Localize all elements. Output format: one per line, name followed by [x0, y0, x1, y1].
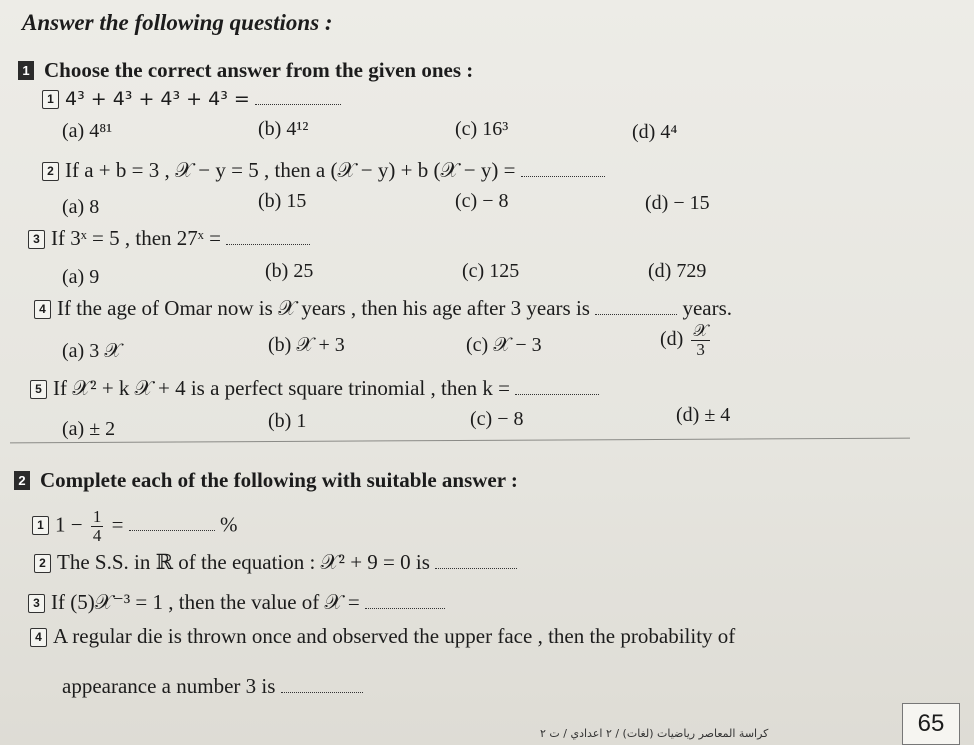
- s2-question-3: 3 If (5)𝒳⁻³ = 1 , then the value of 𝒳 =: [28, 590, 445, 615]
- answer-blank[interactable]: [595, 300, 677, 315]
- section-divider: [10, 438, 910, 444]
- s1q2-option-b[interactable]: (b) 15: [258, 190, 307, 212]
- fraction-x-over-3: $\frac{\text{𝒳}}{3}$: [693, 321, 708, 359]
- s1q5-option-a[interactable]: (a) ± 2: [62, 418, 116, 440]
- s1q3-option-a[interactable]: (a) 9: [62, 266, 100, 288]
- answer-blank[interactable]: [255, 90, 341, 105]
- answer-blank[interactable]: [129, 516, 215, 531]
- s1q3-option-c[interactable]: (c) 125: [462, 260, 520, 282]
- s1q4-option-b[interactable]: (b) 𝒳 + 3: [268, 334, 345, 356]
- answer-blank[interactable]: [365, 594, 445, 609]
- answer-blank[interactable]: [435, 554, 517, 569]
- s1q2-option-c[interactable]: (c) − 8: [455, 190, 509, 212]
- section2-title: 2 Complete each of the following with suitable answer :: [14, 468, 518, 493]
- s1q2-option-a[interactable]: (a) 8: [62, 196, 100, 218]
- s1q2-option-d[interactable]: (d) − 15: [645, 192, 710, 214]
- answer-blank[interactable]: [226, 230, 310, 245]
- s1q1-option-a[interactable]: (a) 4⁸¹: [62, 120, 113, 142]
- s1q1-option-d[interactable]: (d) 4⁴: [632, 121, 678, 143]
- s1q1-option-c[interactable]: (c) 16³: [455, 118, 509, 140]
- s1q3-option-d[interactable]: (d) 729: [648, 260, 707, 282]
- s1q4-option-a[interactable]: (a) 3 𝒳: [62, 340, 122, 362]
- fraction-1-over-4: $\frac{1}{4}$: [92, 507, 102, 545]
- s1q1-option-b[interactable]: (b) 4¹²: [258, 118, 309, 140]
- s1-question-3: 3 If 3ˣ = 5 , then 27ˣ =: [28, 226, 310, 251]
- section1-number: 1: [18, 61, 34, 80]
- s2-question-2: 2 The S.S. in ℝ of the equation : 𝒳² + 9 = 0 is: [34, 550, 517, 575]
- s2-question-4-line2: appearance a number 3 is: [62, 674, 363, 699]
- answer-blank[interactable]: [281, 678, 363, 693]
- s1q4-option-c[interactable]: (c) 𝒳 − 3: [466, 334, 542, 356]
- s2-question-1: 1 1 − $\frac{1}{4}$ = %: [32, 508, 237, 545]
- s1q5-option-c[interactable]: (c) − 8: [470, 408, 524, 430]
- page-header: Answer the following questions :: [22, 10, 333, 35]
- s1-question-5: 5 If 𝒳² + k 𝒳 + 4 is a perfect square trinomial , then k =: [30, 376, 599, 401]
- s2-question-4: 4 A regular die is thrown once and observed the upper face , then the probability of: [30, 624, 735, 649]
- s1-question-1: 1 4³ + 4³ + 4³ + 4³ =: [42, 86, 341, 111]
- footer-book-title: كراسة المعاصر رياضيات (لغات) / ٢ اعدادي / ت ٢: [540, 727, 769, 740]
- s1-question-2: 2 If a + b = 3 , 𝒳 − y = 5 , then a (𝒳 − y) + b (𝒳 − y) =: [42, 158, 605, 183]
- page-number: 65: [902, 703, 960, 745]
- s1q3-option-b[interactable]: (b) 25: [265, 260, 314, 282]
- s1q5-option-d[interactable]: (d) ± 4: [676, 404, 731, 426]
- s1q5-option-b[interactable]: (b) 1: [268, 410, 307, 432]
- answer-blank[interactable]: [521, 162, 605, 177]
- answer-blank[interactable]: [515, 380, 599, 395]
- s1q4-option-d[interactable]: (d) $\frac{\text{𝒳}}{3}$: [660, 321, 708, 359]
- section1-title: 1 Choose the correct answer from the given ones :: [18, 58, 473, 83]
- section2-number: 2: [14, 471, 30, 490]
- s1-question-4: 4 If the age of Omar now is 𝒳 years , then his age after 3 years is years.: [34, 296, 732, 321]
